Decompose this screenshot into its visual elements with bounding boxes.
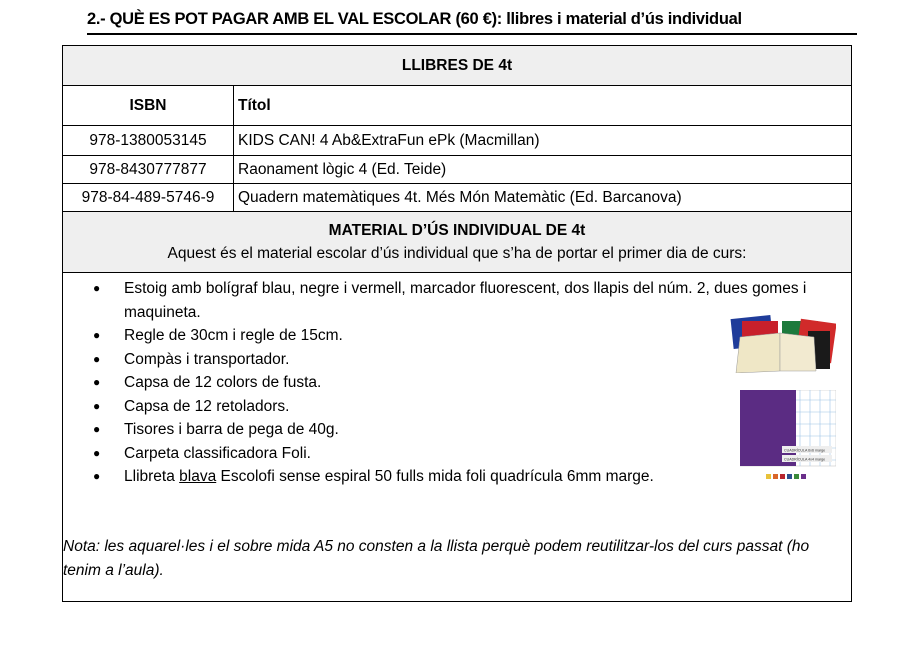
classifier-folder-image xyxy=(728,315,836,373)
list-item: ● Tisores i barra de pega de 40g. xyxy=(93,421,339,438)
title-cell: KIDS CAN! 4 Ab&ExtraFun ePk (Macmillan) xyxy=(238,131,540,149)
notebook-label: CUADRÍCULA 4x4 marge xyxy=(784,457,826,462)
list-item: ● Compàs i transportador. xyxy=(93,350,290,368)
isbn-cell: 978-1380053145 xyxy=(63,126,234,155)
isbn-cell: 978-8430777877 xyxy=(63,156,234,183)
list-item: ● Capsa de 12 retoladors. xyxy=(93,397,290,415)
table-row xyxy=(63,184,851,212)
title-header: Títol xyxy=(238,96,271,114)
title-cell: Quadern matemàtiques 4t. Més Món Matemàtic (Ed. Barcanova) xyxy=(238,188,682,206)
notebook-image xyxy=(740,390,836,482)
isbn-cell: 978-84-489-5746-9 xyxy=(63,184,234,211)
color-swatches xyxy=(766,474,806,479)
material-heading-row xyxy=(63,212,851,273)
material-intro: Aquest és el material escolar d’ús individual que s’ha de portar el primer dia de curs: xyxy=(167,245,747,262)
list-item: ● Capsa de 12 colors de fusta. xyxy=(93,374,322,391)
books-header-row xyxy=(63,86,851,126)
title-cell: Raonament lògic 4 (Ed. Teide) xyxy=(238,160,447,178)
isbn-header: ISBN xyxy=(63,86,234,125)
books-heading: LLIBRES DE 4t xyxy=(401,56,513,74)
list-item: ● Estoig amb bolígraf blau, negre i vermell, marcador fluorescent, dos llapis del núm. 2, dues gomes i maquineta. xyxy=(93,280,807,321)
list-item: ● Regle de 30cm i regle de 15cm. xyxy=(93,327,343,344)
section-title: 2.- QUÈ ES POT PAGAR AMB EL VAL ESCOLAR (60 €): llibres i material d’ús individual xyxy=(87,10,742,28)
books-heading-row xyxy=(63,46,851,86)
material-list xyxy=(93,277,833,489)
notebook-label: CUADRÍCULA 6x6 marge xyxy=(784,448,826,453)
list-item: ● Llibreta blava Escolofi sense espiral 50 fulls mida foli quadrícula 6mm marge. xyxy=(93,468,654,485)
material-heading: MATERIAL D’ÚS INDIVIDUAL DE 4t xyxy=(328,222,586,239)
underlined-word: blava xyxy=(179,468,217,485)
table-row xyxy=(63,126,851,156)
list-item: ● Carpeta classificadora Foli. xyxy=(93,444,311,462)
title-underline xyxy=(87,33,857,35)
note: Nota: les aquarel·les i el sobre mida A5 no consten a la llista perquè podem reutilitzar-los del curs passat (ho tenim a l’aula). xyxy=(63,538,810,579)
table-row xyxy=(63,156,851,184)
